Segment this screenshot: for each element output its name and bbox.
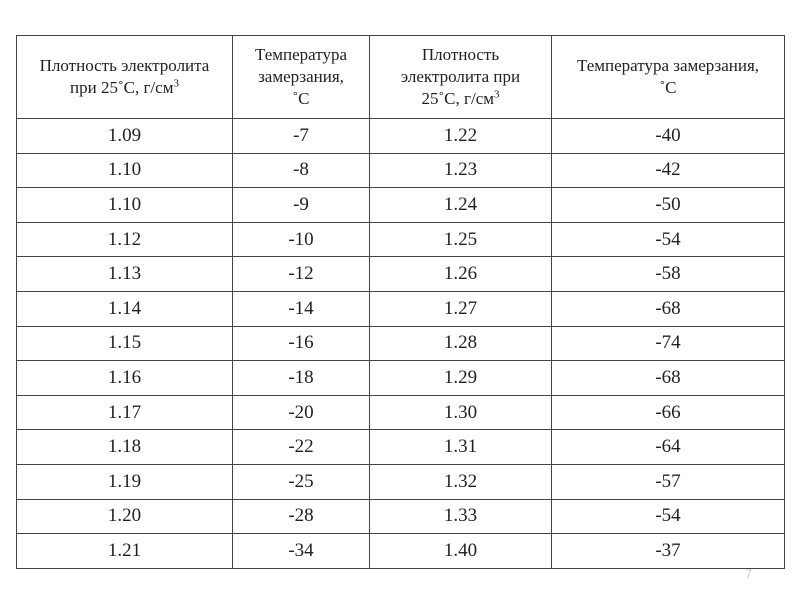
table-cell: 1.20 xyxy=(17,499,233,534)
table-cell: 1.32 xyxy=(370,464,552,499)
table-row xyxy=(17,326,785,361)
table-row xyxy=(17,222,785,257)
table-cell: -57 xyxy=(552,464,785,499)
table-cell: -50 xyxy=(552,188,785,223)
table-cell: 1.15 xyxy=(17,326,233,361)
table-cell: 1.27 xyxy=(370,291,552,326)
table-cell: -40 xyxy=(552,119,785,154)
table-row xyxy=(17,499,785,534)
superscript: 3 xyxy=(173,77,179,90)
table-row xyxy=(17,395,785,430)
table-cell: 1.10 xyxy=(17,188,233,223)
table-row xyxy=(17,361,785,396)
table-cell: -22 xyxy=(233,430,370,465)
header-density-1 xyxy=(17,36,233,119)
table-cell: -34 xyxy=(233,534,370,569)
table-row xyxy=(17,464,785,499)
table-cell: -16 xyxy=(233,326,370,361)
table-cell: 1.13 xyxy=(17,257,233,292)
table-cell: 1.40 xyxy=(370,534,552,569)
table-row xyxy=(17,430,785,465)
header-freeze-temp-1 xyxy=(233,36,370,119)
table-row xyxy=(17,188,785,223)
header-line: Температура замерзания, xyxy=(576,56,760,75)
table-header-row xyxy=(17,36,785,119)
header-line xyxy=(370,88,551,110)
table-cell: -58 xyxy=(552,257,785,292)
table-cell: -42 xyxy=(552,153,785,188)
table-cell: 1.22 xyxy=(370,119,552,154)
table-cell: 1.10 xyxy=(17,153,233,188)
table-cell: 1.25 xyxy=(370,222,552,257)
table-cell: -28 xyxy=(233,499,370,534)
header-freeze-temp-2 xyxy=(552,36,785,119)
table-cell: -18 xyxy=(233,361,370,396)
table-cell: 1.14 xyxy=(17,291,233,326)
header-line xyxy=(17,77,232,99)
table-body xyxy=(17,119,785,569)
table-cell: -10 xyxy=(233,222,370,257)
table-cell: 1.12 xyxy=(17,222,233,257)
superscript: 3 xyxy=(494,88,500,101)
table-cell: -68 xyxy=(552,361,785,396)
header-line-text: при 25˚С, г/см xyxy=(70,78,174,97)
table-cell: 1.17 xyxy=(17,395,233,430)
table-cell: -7 xyxy=(233,119,370,154)
table-cell: 1.24 xyxy=(370,188,552,223)
table-cell: -54 xyxy=(552,499,785,534)
header-line: электролита при xyxy=(400,67,521,86)
table-row xyxy=(17,291,785,326)
header-line: замерзания, xyxy=(258,67,344,86)
page-number: 7 xyxy=(745,567,752,581)
table-cell: 1.19 xyxy=(17,464,233,499)
header-line: Температура xyxy=(254,45,348,64)
table-cell: 1.26 xyxy=(370,257,552,292)
header-line: Плотность xyxy=(421,45,500,64)
table-cell: -25 xyxy=(233,464,370,499)
table-cell: 1.30 xyxy=(370,395,552,430)
header-density-2 xyxy=(370,36,552,119)
table-cell: -14 xyxy=(233,291,370,326)
table-cell: -12 xyxy=(233,257,370,292)
header-line: Плотность электролита xyxy=(39,56,210,75)
table-cell: 1.29 xyxy=(370,361,552,396)
table-cell: -54 xyxy=(552,222,785,257)
table-cell: -68 xyxy=(552,291,785,326)
table-cell: 1.31 xyxy=(370,430,552,465)
header-line-text: 25˚С, г/см xyxy=(421,89,494,108)
table-cell: -37 xyxy=(552,534,785,569)
table-cell: 1.16 xyxy=(17,361,233,396)
table-row xyxy=(17,119,785,154)
table-row xyxy=(17,534,785,569)
table-cell: 1.33 xyxy=(370,499,552,534)
table-row xyxy=(17,153,785,188)
freezing-point-table xyxy=(16,35,785,569)
table-cell: -20 xyxy=(233,395,370,430)
table-cell: -74 xyxy=(552,326,785,361)
table-cell: -9 xyxy=(233,188,370,223)
table-cell: 1.23 xyxy=(370,153,552,188)
table-cell: 1.21 xyxy=(17,534,233,569)
table-row xyxy=(17,257,785,292)
table-cell: -64 xyxy=(552,430,785,465)
table-cell: -8 xyxy=(233,153,370,188)
table-cell: 1.28 xyxy=(370,326,552,361)
table-cell: 1.09 xyxy=(17,119,233,154)
header-line: ˚С xyxy=(659,78,677,97)
table-cell: 1.18 xyxy=(17,430,233,465)
table-cell: -66 xyxy=(552,395,785,430)
header-line: ˚С xyxy=(292,89,310,108)
